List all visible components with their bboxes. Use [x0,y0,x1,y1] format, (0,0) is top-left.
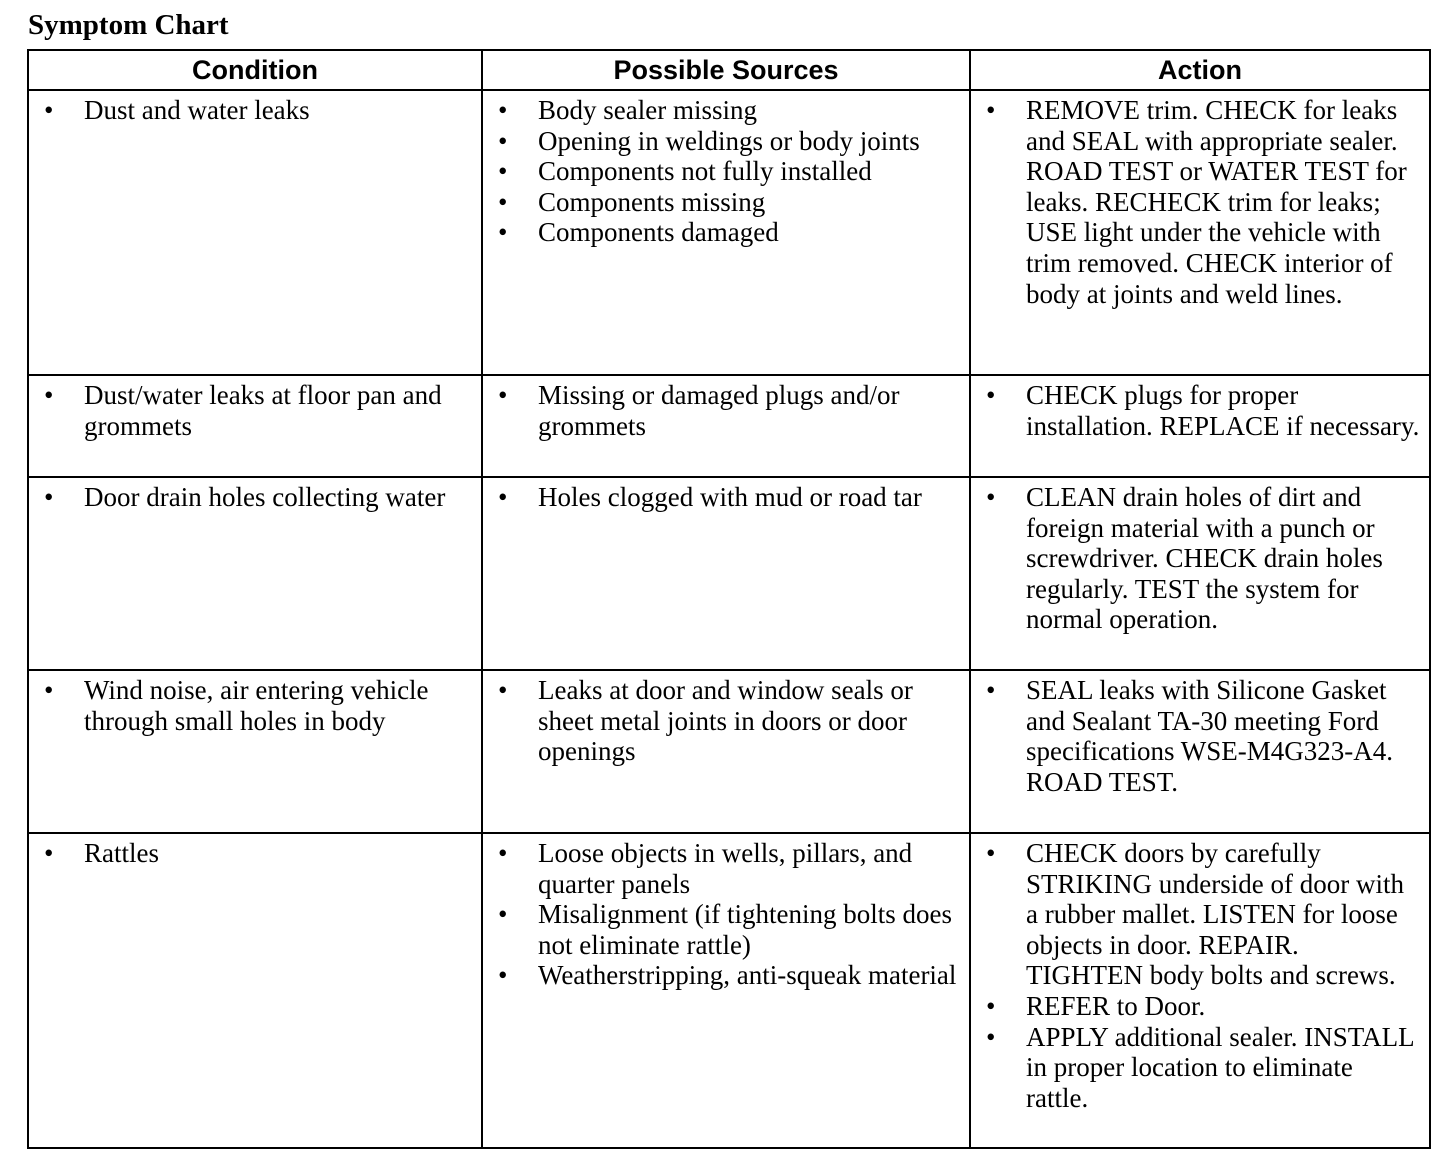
table-row [28,375,1430,477]
source-item: • Holes clogged with mud or road tar [483,482,961,513]
action-item: • REFER to Door. [971,991,1421,1022]
condition-cell [28,90,482,375]
action-cell [970,670,1430,833]
sources-cell [482,833,970,1148]
source-item: • Body sealer missing [483,95,961,126]
chart-title: Symptom Chart [28,9,229,41]
action-item: • SEAL leaks with Silicone Gasket and Sealant TA-30 meeting Ford specifications WSE-M4G323-A4. ROAD TEST. [971,675,1421,797]
action-item: • REMOVE trim. CHECK for leaks and SEAL with appropriate sealer. ROAD TEST or WATER TEST for leaks. RECHECK trim for leaks; USE light under the vehicle with trim removed. CHECK interior of body at joints and weld lines. [971,95,1421,309]
source-item: • Misalignment (if tightening bolts does not eliminate rattle) [483,899,961,960]
sources-cell [482,477,970,670]
source-item: • Components damaged [483,217,961,248]
source-item: • Missing or damaged plugs and/or grommets [483,380,961,441]
condition-cell [28,375,482,477]
table-row [28,833,1430,1148]
table-row [28,477,1430,670]
action-item: • CLEAN drain holes of dirt and foreign material with a punch or screwdriver. CHECK drain holes regularly. TEST the system for normal operation. [971,482,1421,635]
condition-item: • Door drain holes collecting water [29,482,473,513]
action-item: • CHECK doors by carefully STRIKING underside of door with a rubber mallet. LISTEN for loose objects in door. REPAIR. TIGHTEN body bolts and screws. [971,838,1421,991]
source-item: • Loose objects in wells, pillars, and quarter panels [483,838,961,899]
symptom-table [27,49,1431,1149]
sources-cell [482,375,970,477]
action-cell [970,477,1430,670]
header-condition: Condition [28,50,482,90]
condition-cell [28,833,482,1148]
condition-item: • Rattles [29,838,473,869]
action-item: • APPLY additional sealer. INSTALL in proper location to eliminate rattle. [971,1022,1421,1114]
header-row [28,50,1430,90]
header-action: Action [970,50,1430,90]
action-item: • CHECK plugs for proper installation. REPLACE if necessary. [971,380,1421,441]
table-row [28,670,1430,833]
sources-cell [482,670,970,833]
action-cell [970,90,1430,375]
sources-cell [482,90,970,375]
source-item: • Opening in weldings or body joints [483,126,961,157]
condition-item: • Dust and water leaks [29,95,473,126]
source-item: • Components not fully installed [483,156,961,187]
source-item: • Leaks at door and window seals or sheet metal joints in doors or door openings [483,675,961,767]
condition-cell [28,477,482,670]
header-possible-sources: Possible Sources [482,50,970,90]
condition-item: • Wind noise, air entering vehicle through small holes in body [29,675,473,736]
source-item: • Components missing [483,187,961,218]
condition-cell [28,670,482,833]
action-cell [970,375,1430,477]
condition-item: • Dust/water leaks at floor pan and grommets [29,380,473,441]
table-row [28,90,1430,375]
source-item: • Weatherstripping, anti-squeak material [483,960,961,991]
action-cell [970,833,1430,1148]
